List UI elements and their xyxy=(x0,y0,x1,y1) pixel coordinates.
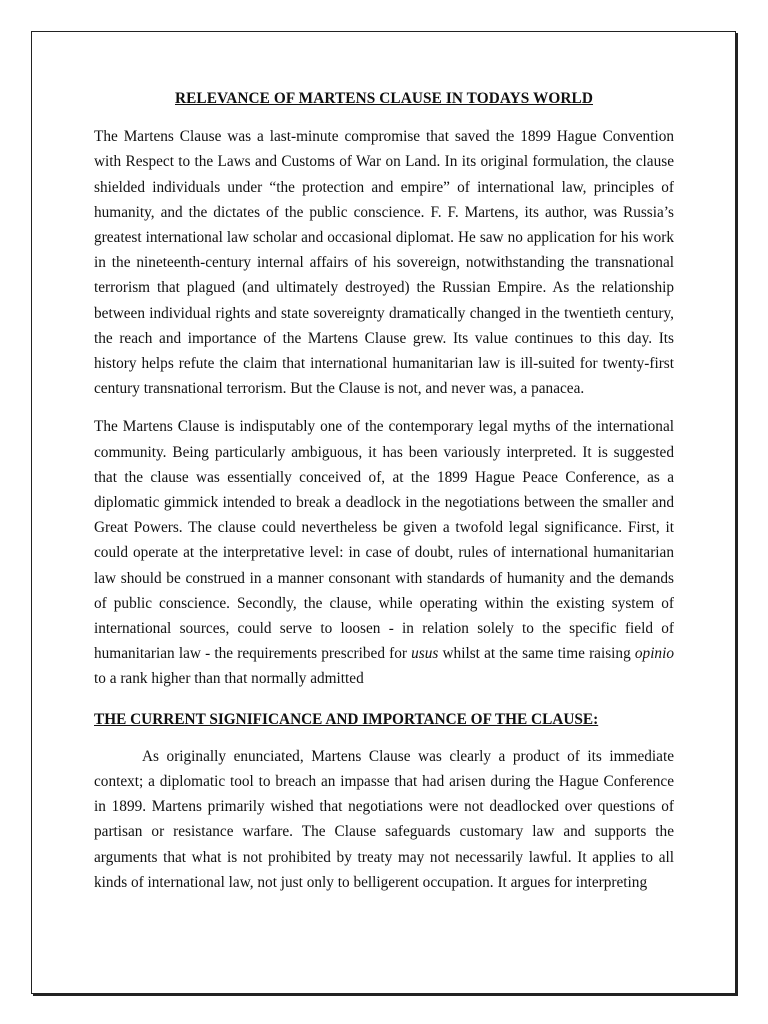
paragraph-2-text-c: to a rank higher than that normally admitted xyxy=(94,670,364,688)
document-body xyxy=(94,86,674,895)
usus-term: usus xyxy=(411,645,439,663)
document-title: RELEVANCE OF MARTENS CLAUSE IN TODAYS WORLD xyxy=(174,90,593,107)
opinio-term: opinio xyxy=(634,645,674,663)
section-heading: THE CURRENT SIGNIFICANCE AND IMPORTANCE OF THE CLAUSE: xyxy=(94,710,599,728)
section-paragraph: As originally enunciated, Martens Clause was clearly a product of its immediate context; a diplomatic tool to breach an impasse that had arisen during the Hague Conference in 1899. Martens primarily wished that negotiations were not deadlocked over questions of partisan or resistance warfare. The Clause safeguards customary law and supports the arguments that what is not prohibited by treaty may not necessarily lawful. It applies to all kinds of international law, not just only to belligerent occupation. It argues for interpreting xyxy=(94,747,674,891)
paragraph-2 xyxy=(94,414,674,691)
paragraph-2-text-b: whilst at the same time raising xyxy=(438,645,635,663)
paragraph-1: The Martens Clause was a last-minute compromise that saved the 1899 Hague Convention with Respect to the Laws and Customs of War on Land. In its original formulation, the clause shielded individuals under “the protection and empire” of international law, principles of humanity, and the dictates of the public conscience. F. F. Martens, its author, was Russia’s greatest international law scholar and occasional diplomat. He saw no application for his work in the nineteenth-century internal affairs of his sovereign, notwithstanding the transnational terrorism that plagued (and ultimately destroyed) the Russian Empire. As the relationship between individual rights and state sovereignty dramatically changed in the twentieth century, the reach and importance of the Martens Clause grew. Its value continues to this day. Its history helps refute the claim that international humanitarian law is ill-suited for twenty-first century transnational terrorism. But the Clause is not, and never was, a panacea. xyxy=(94,128,674,398)
paragraph-2-text-a: The Martens Clause is indisputably one of the contemporary legal myths of the international community. Being particularly ambiguous, it has been variously interpreted. It is suggested that the clause was essentially conceived of, at the 1899 Hague Peace Conference, as a diplomatic gimmick intended to break a deadlock in the negotiations between the smaller and Great Powers. The clause could nevertheless be given a twofold legal significance. First, it could operate at the interpretative level: in case of doubt, rules of international humanitarian law should be construed in a manner consonant with standards of humanity and the demands of public conscience. Secondly, the clause, while operating within the existing system of international sources, could serve to loosen - in relation solely to the specific field of humanitarian law - the requirements prescribed for xyxy=(94,418,674,663)
